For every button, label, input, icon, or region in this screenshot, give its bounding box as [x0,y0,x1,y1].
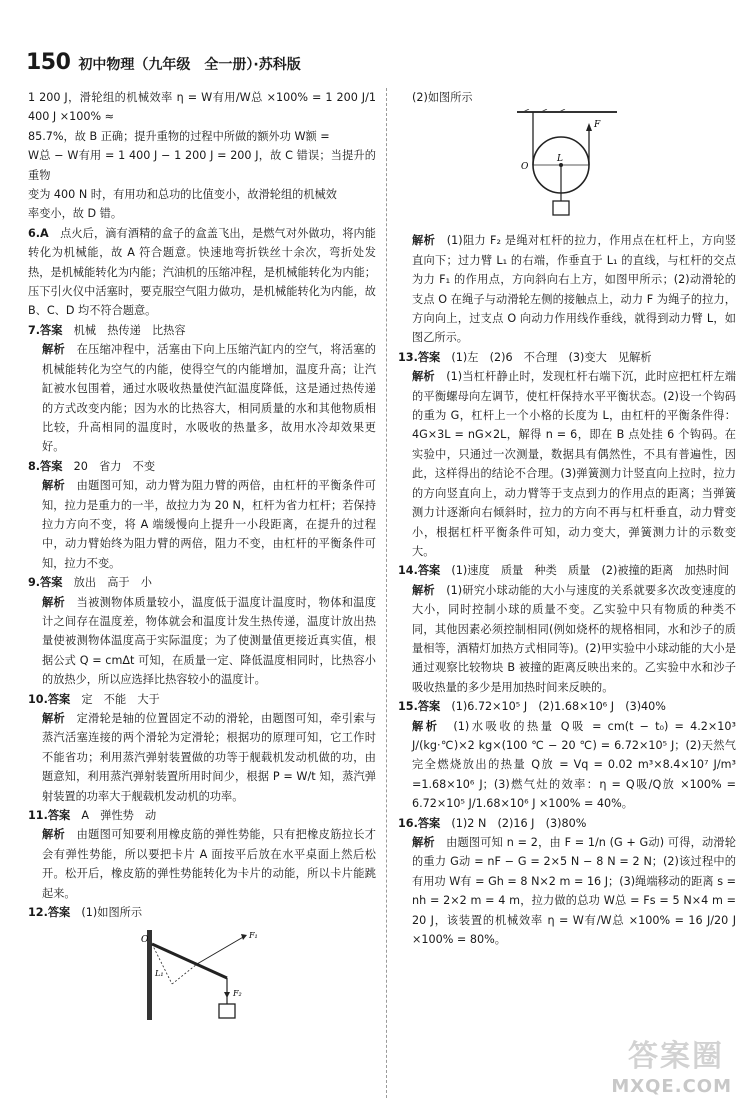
label-f: F [594,120,601,131]
q7-answer: 7.答案 机械 热传递 比热容 [28,323,186,337]
weight-box [553,201,569,215]
label-l: L [557,154,563,165]
page-header [26,48,726,74]
q11-analysis: 解析 由题图可知要利用橡皮筋的弹性势能，只有把橡皮筋拉长才会有弹性势能，所以要把卡片 A 面按平后放在水平桌面上然后松开。松开后，橡皮筋的弹性势能转化为卡片的动能，所以卡片能跳起来。 [42,828,376,900]
q11-answer: 11.答案 A 弹性势 动 [28,809,157,823]
q9-answer: 9.答案 放出 高于 小 [28,576,152,590]
q8-analysis: 解析 由题图可知，动力臂为阻力臂的两倍，由杠杆的平衡条件可知，拉力是重力的一半，故拉力为 20 N，杠杆为省力杠杆；若保持拉力方向不变，将 A 端缓慢向上提升一小段距离，在提升的过程中，动力臂始终为阻力臂的两倍，阻力不变，由杠杆的平衡条件可知，拉力不变。 [42,479,376,570]
label-l1: L₁ [155,969,164,979]
q5-line-1: 1 200 J，滑轮组的机械效率 η = W有用/W总 ×100% = 1 200 J/1 400 J ×100% ≈ [28,91,376,124]
f1-arrowhead [241,934,247,940]
q7-analysis: 解析 在压缩冲程中，活塞由下向上压缩汽缸内的空气，将活塞的机械能转化为空气的内能，使得空气的内能增加，温度升高；让汽缸被水包围着，通过水吸收热量使汽缸温度降低，这是通过热传递的方式改变内能；因为水的比热容大，相同质量的水和其他物质相比较，升高相同的温度时，水吸收的热量多，故用水冷却效果更好。 [42,343,376,454]
q13-analysis: 解析 (1)当杠杆静止时，发现杠杆右端下沉，此时应把杠杆左端的平衡螺母向左调节，使杠杆保持水平平衡状态。(2)设一个钩码的重为 G，杠杆上一个小格的长度为 L，由杠杆的平衡条件得：4G×3L = nG×2L，解得 n = 6，即在 B 点处挂 6 个钩码。在实验中，只通过一次测量，数据具有偶然性，不具有普遍性，因此，这样得出的结论不合理。(3)弹簧测力计竖直向上拉时，拉力的方向竖直向上，动力臂等于支点到力的作用点的距离；当弹簧测力计逐渐向右倾斜时，拉力的方向不再与杠杆垂直，动力臂变小，根据杠杆平衡条件可知，动力变大，弹簧测力计的示数变大。 [412,370,736,558]
f-arrowhead [586,123,592,131]
q14-answer: 14.答案 (1)速度 质量 种类 质量 (2)被撞的距离 加热时间 [398,564,730,578]
q14-analysis: 解析 (1)研究小球动能的大小与速度的关系就要多次改变速度的大小，同时控制小球的质量不变。乙实验中只有物质的种类不同，其他因素必须控制相同(例如烧杯的规格相同，水和沙子的质量相等，酒精灯加热方式相同等)。(2)甲实验中小球动能的大小是通过观察比较物块 B 被撞的距离反映出来的。乙实验中水和沙子吸收热量的多少是用加热时间来反映的。 [412,583,736,694]
q16-answer: 16.答案 (1)2 N (2)16 J (3)80% [398,816,587,830]
q12-analysis: 解析 (1)阻力 F₂ 是绳对杠杆的拉力，作用点在杠杆上，方向竖直向下；过力臂 L₁ 的右端，作垂直于 L₁ 的直线，与杠杆的交点为力 F₁ 的作用点，方向斜向右上方，如图甲所示；(2)动滑轮的支点 O 在绳子与动滑轮左侧的接触点上，动力 F 为绳子的拉力，方向向上，过支点 O 向动力作用线作垂线，就得到动力臂 L，如图乙所示。 [412,234,736,345]
q12-answer: 12.答案 (1)如图所示 [28,906,143,920]
q5-line-2: 85.7%，故 B 正确；提升重物的过程中所做的额外功 W额 = [28,129,330,143]
q9-analysis: 解析 当被测物体质量较小，温度低于温度计温度时，物体和温度计之间存在温度差，物体就会和温度计发生热传递，温度计放出热量使被测物体温度高于实际温度；为了使测量值更接近真实值，根据公式 Q = cmΔt 可知，在质量一定、降低温度相同时，比热容小的放热少，所以应选择比热容较小的温度计。 [42,595,376,687]
q10-analysis: 解析 定滑轮是轴的位置固定不动的滑轮，由题图可知，牵引索与蒸汽活塞连接的两个滑轮为定滑轮；根据功的原理可知，它工作时不能省功；利用蒸汽弹射装置做的功等于舰载机发动机做的功，由题意知，利用蒸汽弹射装置所用时间少，根据 P = W/t 知，蒸汽弹射装置的功率大于舰载机发动机的功率。 [42,712,376,803]
book-title: 初中物理（九年级 全一册）·苏科版 [78,57,301,73]
q15-answer: 15.答案 (1)6.72×10⁵ J (2)1.68×10⁶ J (3)40% [398,700,666,714]
lever-diagram [127,926,277,1024]
weight-box [219,1004,235,1018]
q8-answer: 8.答案 20 省力 不变 [28,459,156,473]
q5-line-4: 变为 400 N 时，有用功和总功的比值变小，故滑轮组的机械效 [28,188,337,202]
f1-arrow [197,936,245,964]
q13-answer: 13.答案 (1)左 (2)6 不合理 (3)变大 见解析 [398,350,652,364]
label-f1: F₁ [249,931,258,941]
q5-line-3: W总 − W有用 = 1 400 J − 1 200 J = 200 J，故 C 错误；当提升的重物 [28,149,376,182]
right-column [398,88,736,949]
q10-answer: 10.答案 定 不能 大于 [28,692,160,706]
q6: 6.A 点火后，滴有酒精的盒子的盒盖飞出，是燃气对外做功，将内能转化为机械能，故 A 符合题意。快速地弯折铁丝十余次，弯折处发热，是机械能转化为内能；汽油机的压缩冲程，是机械能转化为内能；压下引火仪中活塞时，要克服空气阻力做功，是机械能转化为内能，故 B、C、D 均不符合题意。 [28,226,376,318]
column-divider [386,88,387,1098]
label-f2: F₂ [233,989,242,999]
q15-analysis: 解析 (1)水吸收的热量 Q吸 = cm(t − t₀) = 4.2×10³ J/(kg·℃)×2 kg×(100 ℃ − 20 ℃) = 6.72×10⁵ J；(2)天然气完全燃烧放出的热量 Q放 = Vq = 0.02 m³×8.4×10⁷ J/m³ =1.68×10⁶ J；(3)燃气灶的效率：η = Q吸/Q放 ×100% = 6.72×10⁵ J/1.68×10⁶ J ×100% = 40%。 [412,719,736,811]
q16-analysis: 解析 由题图可知 n = 2，由 F = 1/n (G + G动) 可得，动滑轮的重力 G动 = nF − G = 2×5 N − 8 N = 2 N；(2)该过程中的有用功 W有 = Gh = 8 N×2 m = 16 J；(3)绳端移动的距离 s = nh = 2×2 m = 4 m，拉力做的总功 W总 = Fs = 5 N×4 m = 20 J，该装置的机械效率 η = W有/W总 ×100% = 16 J/20 J ×100% = 80%。 [412,836,736,947]
page-number: 150 [26,50,71,75]
f2-arrowhead [224,992,230,998]
pulley-diagram [507,109,627,227]
l1-perp [172,964,197,984]
left-column [28,88,376,1028]
label-o: O [521,162,529,173]
q12-part2: (2)如图所示 [412,91,473,104]
q5-line-5: 率变小，故 D 错。 [28,207,123,221]
label-o: O [141,935,149,946]
watermark-url: MXQE.COM [611,1076,732,1097]
watermark-logo: 答案圈 [628,1039,724,1074]
